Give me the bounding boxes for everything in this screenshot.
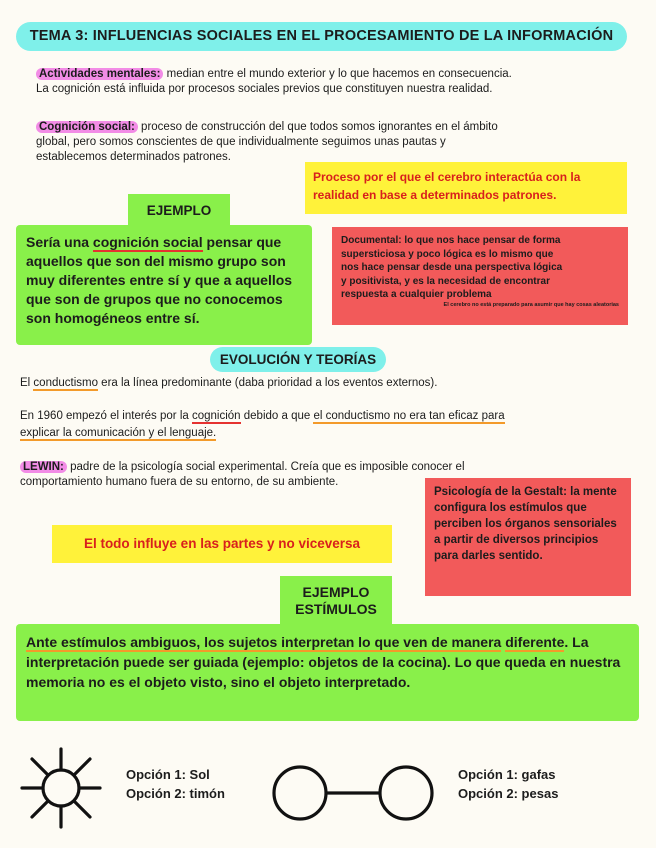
documental-line2: supersticiosa y poco lógica es lo mismo que xyxy=(341,248,554,260)
ejemplo-estimulos-box xyxy=(16,624,639,721)
conductismo-post: era la línea predominante (daba prioridad a los eventos externos). xyxy=(97,377,438,389)
ejemplo2-post: . La interpretación puede ser guiada (ejemplo: objetos de la cocina). Lo que queda en nuestra memoria no es el objeto visto, sino el objeto interpretado. xyxy=(26,634,621,690)
figure1-opt2: Opción 2: timón xyxy=(126,786,225,801)
documental-small-note: El cerebro no está preparado para asumir que hay cosas aleatorias xyxy=(443,301,619,308)
cognicion-social-term: Cognición social: xyxy=(36,121,138,133)
figure1-options xyxy=(126,765,225,803)
year1960-mid: debido a que xyxy=(240,410,314,422)
figure2-opt2: Opción 2: pesas xyxy=(458,786,559,801)
figure2-options xyxy=(458,765,558,803)
actividades-line1: median entre el mundo exterior y lo que hacemos en consecuencia. xyxy=(166,68,512,80)
cognicion-social-paragraph xyxy=(36,120,498,165)
ejemplo-post: pensar que aquellos que son del mismo grupo son muy diferentes entre sí y que a aquellos que son de grupos que no conocemos son homogéneos entre sí. xyxy=(26,234,293,326)
figure2-opt1: Opción 1: gafas xyxy=(458,767,556,782)
sun-wheel-icon xyxy=(18,745,104,831)
cognicion-social-line2: global, pero somos conscientes de que individualmente seguimos unas pautas y xyxy=(36,136,446,148)
figure1-opt1: Opción 1: Sol xyxy=(126,767,210,782)
proceso-note: Proceso por el que el cerebro interactúa con la realidad en base a determinados patrones. xyxy=(305,162,627,214)
glasses-dumbbell-icon xyxy=(270,762,436,824)
todo-influye-note: El todo influye en las partes y no viceversa xyxy=(52,525,392,563)
ejemplo2-ul1: Ante estímulos ambiguos, los sujetos interpretan lo que ven de manera xyxy=(26,634,502,650)
documental-line3: nos hace pensar desde una perspectiva lógica xyxy=(341,262,563,273)
actividades-term: Actividades mentales: xyxy=(36,68,163,80)
ejemplo-estimulos-line1: EJEMPLO xyxy=(302,584,370,600)
year1960-word: cognición xyxy=(191,410,241,422)
ejemplo-estimulos-line2: ESTÍMULOS xyxy=(295,601,377,617)
cognicion-social-line3: establecemos determinados patrones. xyxy=(36,151,231,163)
documental-line1: Documental: lo que nos hace pensar de forma xyxy=(341,235,561,246)
page-title: TEMA 3: INFLUENCIAS SOCIALES EN EL PROCESAMIENTO DE LA INFORMACIÓN xyxy=(16,22,627,51)
documental-box xyxy=(332,227,628,325)
lewin-paragraph xyxy=(20,460,465,490)
cognicion-social-line1: proceso de construcción del que todos somos ignorantes en el ámbito xyxy=(141,121,498,133)
ejemplo-estimulos-tab xyxy=(280,576,392,626)
year1960-paragraph xyxy=(20,408,505,442)
conductismo-word: conductismo xyxy=(33,377,98,389)
lewin-line1: padre de la psicología social experimental. Creía que es imposible conocer el xyxy=(70,461,465,473)
ejemplo-underlined: cognición social xyxy=(92,234,203,250)
ejemplo2-ul2: diferente xyxy=(505,634,565,650)
ejemplo-pre: Sería una xyxy=(26,234,93,250)
ejemplo-box xyxy=(16,225,312,345)
gestalt-box: Psicología de la Gestalt: la mente configura los estímulos que perciben los órganos sensoriales a partir de diversos principios para darles sentido. xyxy=(425,478,631,596)
documental-line4: y positivista, y es la necesidad de encontrar xyxy=(341,275,550,287)
conductismo-paragraph xyxy=(20,376,437,391)
year1960-ul1: el conductismo no era tan eficaz para xyxy=(313,410,505,422)
documental-line5: respuesta a cualquier problema xyxy=(341,289,492,300)
actividades-line2: La cognición está influida por procesos sociales previos que constituyen nuestra realidad. xyxy=(36,83,493,95)
lewin-line2: comportamiento humano fuera de su entorno, de su ambiente. xyxy=(20,476,339,488)
actividades-paragraph xyxy=(36,67,512,97)
evolucion-header: EVOLUCIÓN Y TEORÍAS xyxy=(210,347,386,372)
year1960-pre: En 1960 empezó el interés por la xyxy=(20,410,192,422)
conductismo-pre: El xyxy=(20,377,34,389)
lewin-term: LEWIN: xyxy=(20,461,67,473)
year1960-ul2: explicar la comunicación y el lenguaje. xyxy=(20,427,217,439)
ejemplo-tab: EJEMPLO xyxy=(128,194,230,228)
